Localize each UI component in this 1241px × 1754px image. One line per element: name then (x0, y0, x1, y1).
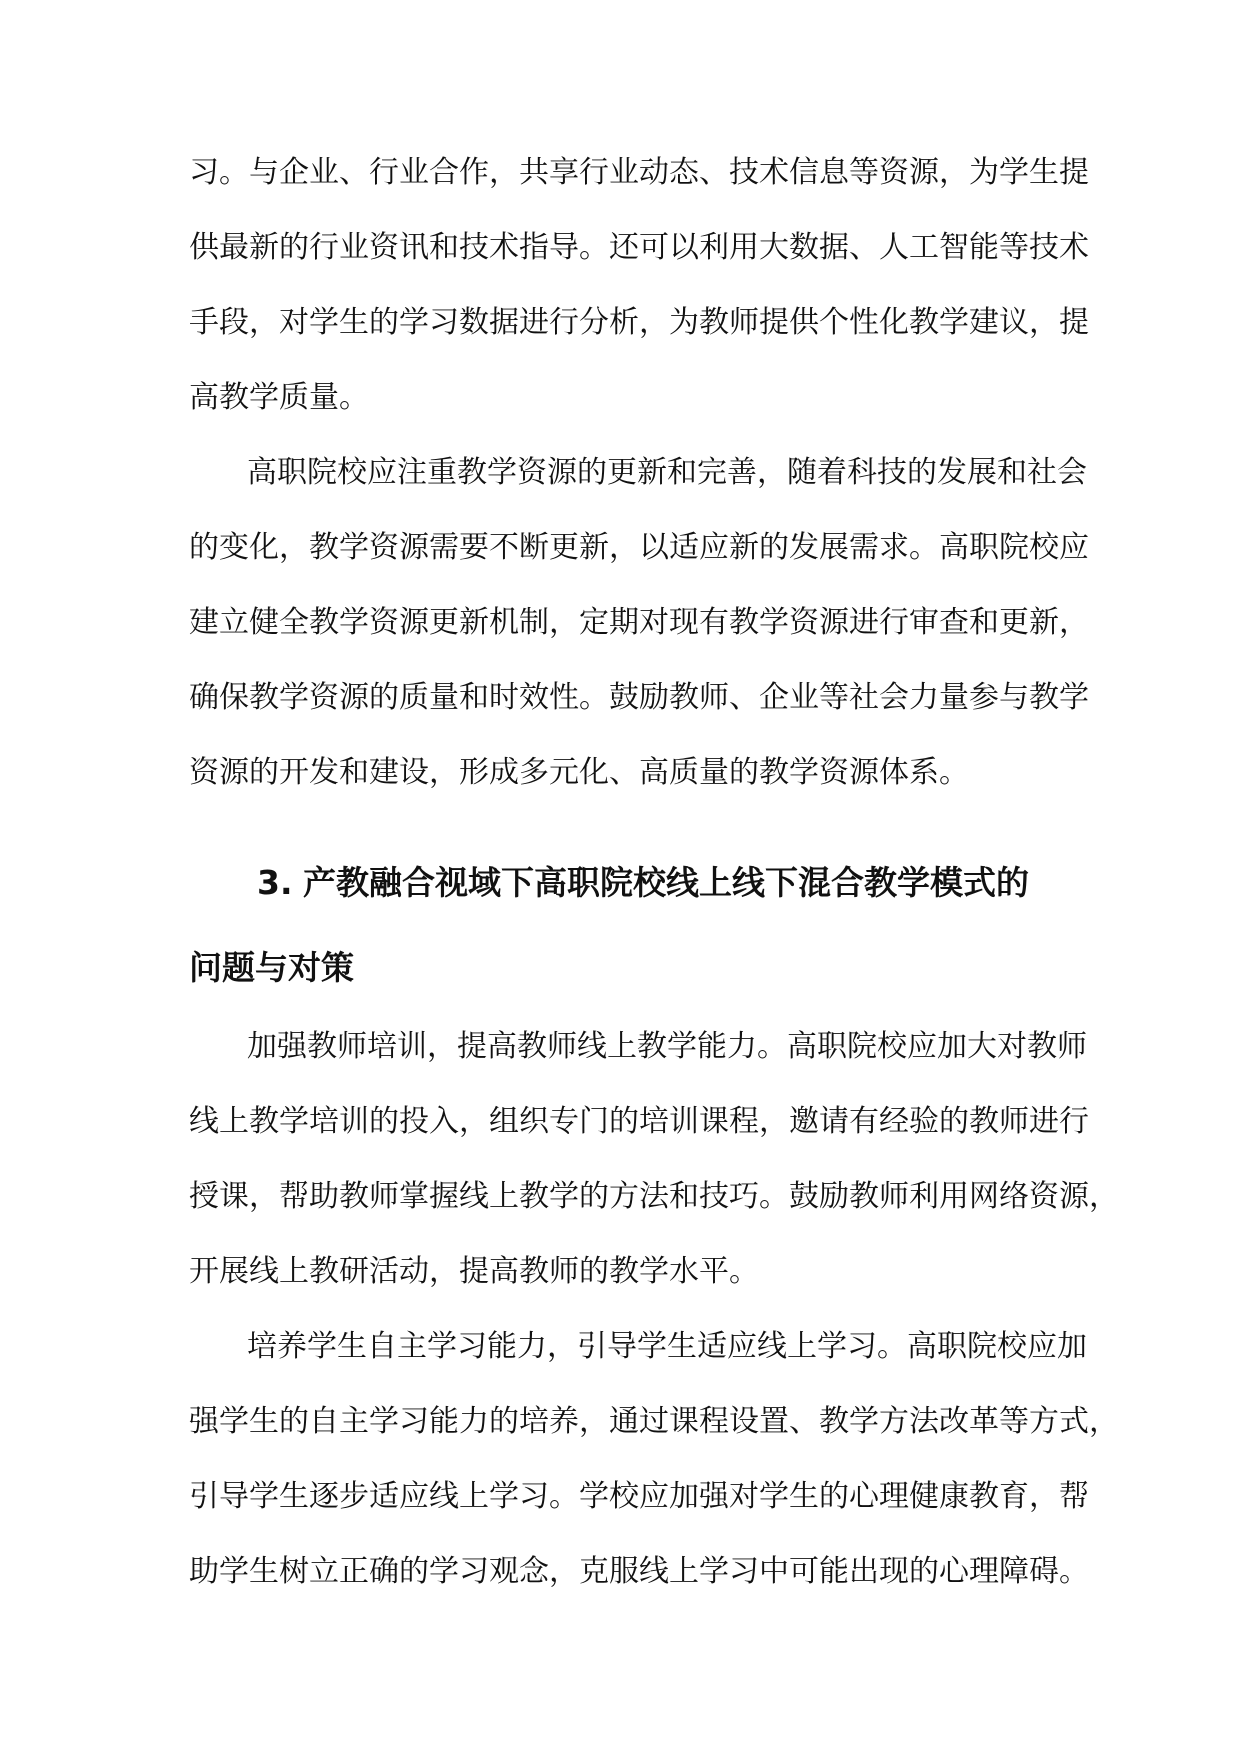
section-number: 3. (257, 863, 293, 902)
paragraph-1-line-4: 高教学质量。 (189, 380, 369, 415)
paragraph-4-line-1: 培养学生自主学习能力，引导学生适应线上学习。高职院校应加 (247, 1329, 1087, 1364)
paragraph-1-line-2: 供最新的行业资讯和技术指导。还可以利用大数据、人工智能等技术 (189, 230, 1089, 265)
paragraph-3-line-4: 开展线上教研活动，提高教师的教学水平。 (189, 1254, 759, 1289)
paragraph-4-line-4: 助学生树立正确的学习观念，克服线上学习中可能出现的心理障碍。 (189, 1554, 1089, 1589)
paragraph-2-line-5: 资源的开发和建设，形成多元化、高质量的教学资源体系。 (189, 755, 969, 790)
paragraph-3-line-3: 授课，帮助教师掌握线上教学的方法和技巧。鼓励教师利用网络资源， (189, 1179, 1119, 1214)
paragraph-2-line-4: 确保教学资源的质量和时效性。鼓励教师、企业等社会力量参与教学 (189, 680, 1089, 715)
paragraph-2-line-1: 高职院校应注重教学资源的更新和完善，随着科技的发展和社会 (247, 455, 1087, 490)
paragraph-1-line-3: 手段，对学生的学习数据进行分析，为教师提供个性化教学建议，提 (189, 305, 1089, 340)
paragraph-3-line-2: 线上教学培训的投入，组织专门的培训课程，邀请有经验的教师进行 (189, 1104, 1089, 1139)
paragraph-4-line-2: 强学生的自主学习能力的培养，通过课程设置、教学方法改革等方式， (189, 1404, 1119, 1439)
paragraph-2-line-3: 建立健全教学资源更新机制，定期对现有教学资源进行审查和更新， (189, 605, 1089, 640)
paragraph-1-line-1: 习。与企业、行业合作，共享行业动态、技术信息等资源，为学生提 (189, 155, 1089, 190)
section-heading-line-2: 问题与对策 (189, 948, 354, 987)
paragraph-3-line-1: 加强教师培训，提高教师线上教学能力。高职院校应加大对教师 (247, 1029, 1087, 1064)
paragraph-4-line-3: 引导学生逐步适应线上学习。学校应加强对学生的心理健康教育，帮 (189, 1479, 1089, 1514)
section-heading-line-1: 产教融合视域下高职院校线上线下混合教学模式的 (303, 863, 1029, 902)
paragraph-2-line-2: 的变化，教学资源需要不断更新，以适应新的发展需求。高职院校应 (189, 530, 1089, 565)
